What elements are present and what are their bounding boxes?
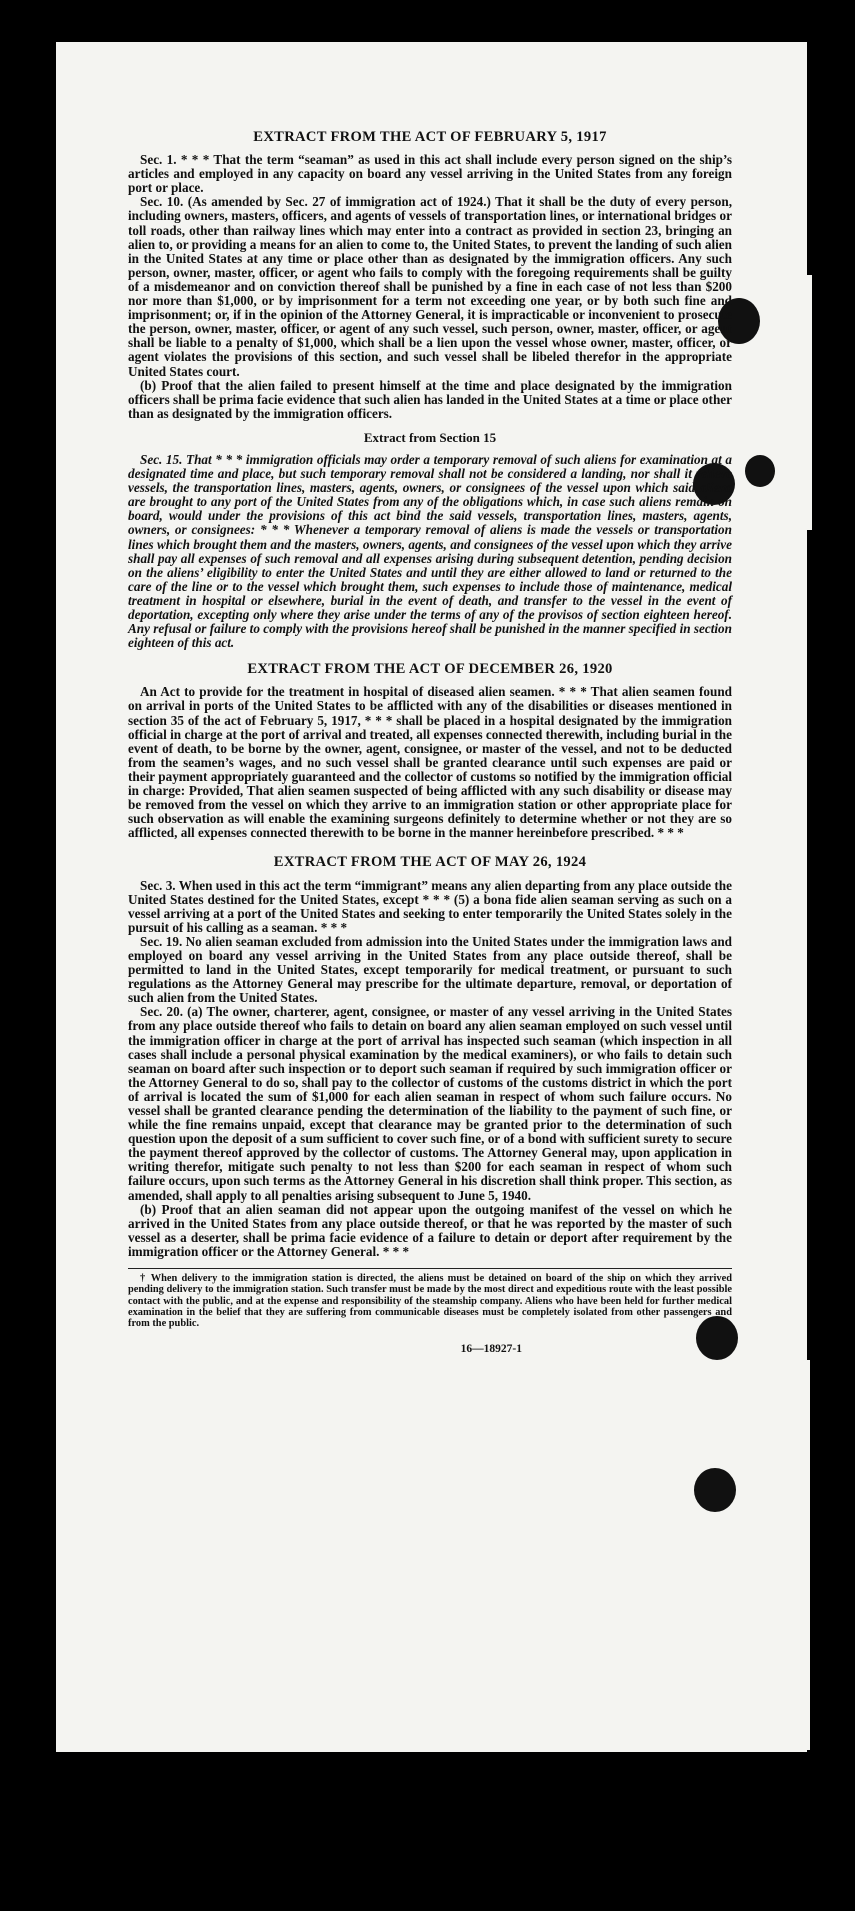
heading-act-1917: EXTRACT FROM THE ACT OF FEBRUARY 5, 1917 (253, 129, 607, 145)
document-body (128, 130, 732, 1356)
paragraph-sec-3: Sec. 3. When used in this act the term “immigrant” means any alien departing from any place outside the United States destined for the United States, except * * * (5) a bona fide alien seaman serving as such on a vessel arriving at a port of the United States and seeking to enter temporarily the United States solely in the pursuit of his calling as a seaman. * * * (128, 877, 732, 935)
paragraph-act-1920: An Act to provide for the treatment in hospital of diseased alien seamen. * * * That alien seamen found on arrival in ports of the United States to be afflicted with any of the disabilities or diseases mentioned in section 35 of the act of February 5, 1917, * * * shall be placed in a hospital designated by the immigration official in charge at the port of arrival and treated, all expenses connected therewith, including burial in the event of death, to be borne by the owner, agent, consignee, or master of the vessel, and not to be deducted from the seamen’s wages, and no such vessel shall be granted clearance until such expenses are paid or their payment appropriately guaranteed and the collector of customs so notified by the immigration official in charge: Provided, That alien seamen suspected of being afflicted with any such disability or disease may be removed from the vessel on which they arrive to an immigration station or other appropriate place for such observation as will enable the examining surgeons definitely to determine whether or not they are so afflicted, all expenses connected therewith to be borne in the manner hereinbefore prescribed. * * * (128, 684, 732, 841)
punch-hole (745, 455, 775, 487)
document-number: 16—18927-1 (460, 1342, 522, 1355)
paragraph-sec-15: Sec. 15. That * * * immigration officials may order a temporary removal of such aliens for examination at a designated time and place, but such temporary removal shall not be considered a landing, nor shall it relieve vessels, the transportation lines, masters, agents, owners, or consignees of the vessel upon which said aliens are brought to any port of the United States from any of the obligations which, in case such aliens remain on board, would under the provisions of this act bind the said vessels, transportation lines, masters, agents, owners, or consignees: * * * Whenever a temporary removal of aliens is made the vessels or transportation lines which brought them and the masters, owners, agents, and consignees of the vessel upon which they arrive shall pay all expenses of such removal and all expenses arising during subsequent detention, pending decision on the aliens’ eligibility to enter the United States and until they are either allowed to land or returned to the care of the line or to the vessel which brought them, such expenses to include those of maintenance, medical treatment in hospital or elsewhere, burial in the event of death, and transfer to the vessel in the event of deportation, excepting only where they arise under the terms of any of the provisos of section eighteen hereof. Any refusal or failure to comply with the provisions hereof shall be punished in the manner specified in section eighteen of this act. (128, 451, 732, 651)
page-edge-tab (760, 275, 812, 530)
punch-hole (694, 1468, 736, 1512)
footnote: † When delivery to the immigration station is directed, the aliens must be detained on board of the ship on which they arrived pending delivery to the immigration station. Such transfer must be made by the most direct and expeditious route with the least possible contact with the public, and at the expense and responsibility of the steamship company. Aliens who have been held for further medical examination in the belief that they are suffering from communicable diseases must be completely isolated from other passengers and from the public. (128, 1273, 732, 1330)
heading-act-1920: EXTRACT FROM THE ACT OF DECEMBER 26, 1920 (247, 661, 613, 678)
page-edge-tab-lower (760, 1360, 810, 1750)
paragraph-sec-10-b: (b) Proof that the alien failed to present himself at the time and place designated by the immigration officers shall be prima facie evidence that such alien has landed in the United States at a time or place other than as designated by the immigration officers. (128, 377, 732, 421)
footnote-divider (128, 1268, 732, 1269)
paragraph-sec-20-b: (b) Proof that an alien seaman did not appear upon the outgoing manifest of the vessel on which he arrived in the United States from any place outside thereof, or that he was reported by the master of such vessel as a deserter, shall be prima facie evidence of a failure to detain or deport after requirement by the immigration officer or the Attorney General. * * * (128, 1201, 732, 1259)
paragraph-sec-1: Sec. 1. * * * That the term “seaman” as used in this act shall include every person signed on the ship’s articles and employed in any capacity on board any vessel arriving in the United States from any foreign port or place. (128, 152, 732, 196)
paragraph-sec-20-a: Sec. 20. (a) The owner, charterer, agent, consignee, or master of any vessel arriving in the United States from any place outside thereof who fails to detain on board any alien seaman employed on such vessel until the immigration officer in charge at the port of arrival has inspected such seaman (which inspection in all cases shall include a personal physical examination by the medical examiners), or who fails to detain such seaman on board after such inspection or to deport such seaman if required by such immigration officer or the Attorney General to do so, shall pay to the collector of customs of the customs district in which the port of arrival is located the sum of $1,000 for each alien seaman in respect of whom such failure occurs. No vessel shall be granted clearance pending the determination of the liability to the payment of such fine, or while the fine remains unpaid, except that clearance may be granted prior to the determination of such question upon the deposit of a sum sufficient to cover such fine, or of a bond with sufficient surety to secure the payment thereof approved by the collector of customs. The Attorney General may, upon application in writing therefor, mitigate such penalty to not less than $200 for each seaman in respect of whom such failure occurs, upon such terms as the Attorney General in his discretion shall think proper. This section, as amended, shall apply to all penalties arising subsequent to June 5, 1940. (128, 1004, 732, 1203)
heading-act-1924: EXTRACT FROM THE ACT OF MAY 26, 1924 (273, 854, 587, 871)
subheading-section-15: Extract from Section 15 (363, 429, 497, 445)
paragraph-sec-19: Sec. 19. No alien seaman excluded from admission into the United States under the immigration laws and employed on board any vessel arriving in the United States from any place outside thereof, shall be permitted to land in the United States, except temporarily for medical treatment, or pursuant to such regulations as the Attorney General may prescribe for the ultimate departure, removal, or deportation of such alien from the United States. (128, 933, 732, 1006)
paragraph-sec-10: Sec. 10. (As amended by Sec. 27 of immigration act of 1924.) That it shall be the duty of every person, including owners, masters, officers, and agents of vessels of transportation lines, or international bridges or toll roads, other than railway lines which may enter into a contract as provided in section 23, bringing an alien to, or providing a means for an alien to come to, the United States, to prevent the landing of such alien in the United States at any time or place other than as designated by the immigration officers. Any such person, owner, master, officer, or agent who fails to comply with the foregoing requirements shall be guilty of a misdemeanor and on conviction thereof shall be punished by a fine in each case of not less than $200 nor more than $1,000, or by imprisonment for a term not exceeding one year, or by both such fine and imprisonment; or, if in the opinion of the Attorney General, it is impracticable or inconvenient to prosecute the person, owner, master, officer, or agent of any such vessel, such person, owner, master, officer, or agent shall be liable to a penalty of $1,000, which shall be a lien upon the vessel whose owner, master, officer, or agent violates the provisions of this section, and such vessel shall be libeled therefor in the appropriate United States court. (128, 194, 732, 379)
